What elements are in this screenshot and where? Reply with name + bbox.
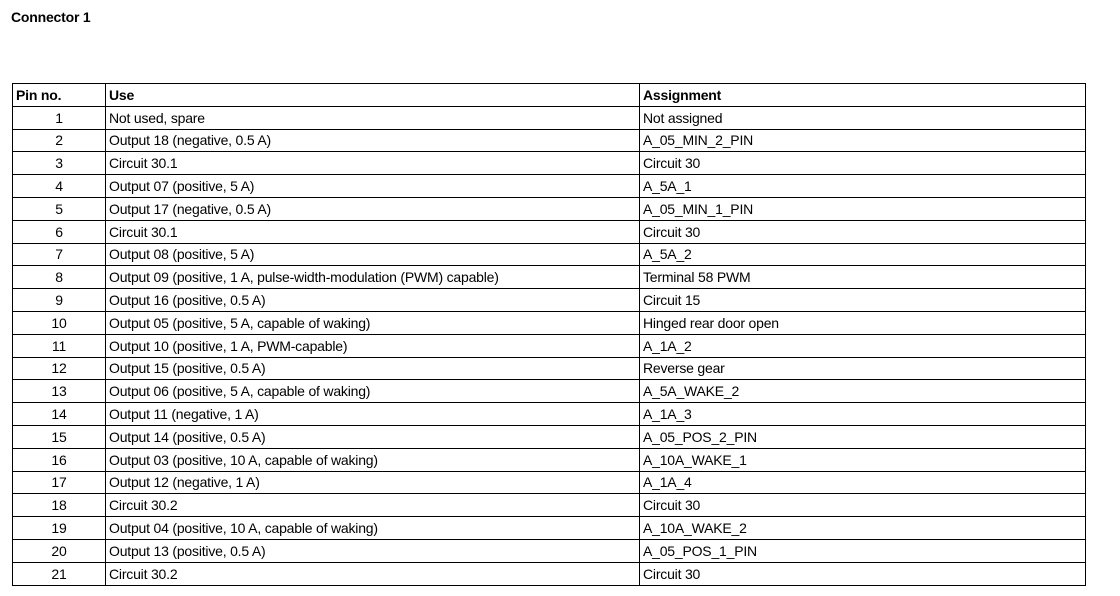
assignment-cell: A_05_MIN_1_PIN (640, 197, 1086, 220)
assignment-cell: Hinged rear door open (640, 311, 1086, 334)
table-row (13, 243, 1086, 266)
table-row (13, 220, 1086, 243)
table-row (13, 539, 1086, 562)
header-row (13, 84, 1086, 107)
use-cell: Circuit 30.1 (106, 152, 640, 175)
table-row (13, 197, 1086, 220)
table-row (13, 311, 1086, 334)
table-row (13, 425, 1086, 448)
use-cell: Output 07 (positive, 5 A) (106, 175, 640, 198)
table-row (13, 471, 1086, 494)
use-cell: Output 18 (negative, 0.5 A) (106, 129, 640, 152)
assignment-cell: A_5A_2 (640, 243, 1086, 266)
pin-assignment-table (12, 83, 1086, 586)
pin-number-cell: 10 (13, 311, 106, 334)
pin-number-cell: 21 (13, 562, 106, 585)
table-row (13, 380, 1086, 403)
pin-number-cell: 13 (13, 380, 106, 403)
pin-number-cell: 18 (13, 494, 106, 517)
pin-number-cell: 12 (13, 357, 106, 380)
use-cell: Circuit 30.2 (106, 494, 640, 517)
use-cell: Output 16 (positive, 0.5 A) (106, 289, 640, 312)
assignment-cell: Not assigned (640, 106, 1086, 129)
assignment-cell: Terminal 58 PWM (640, 266, 1086, 289)
use-cell: Output 14 (positive, 0.5 A) (106, 425, 640, 448)
use-cell: Output 15 (positive, 0.5 A) (106, 357, 640, 380)
assignment-cell: A_10A_WAKE_2 (640, 517, 1086, 540)
use-cell: Output 13 (positive, 0.5 A) (106, 539, 640, 562)
use-cell: Output 03 (positive, 10 A, capable of waking) (106, 448, 640, 471)
assignment-cell: A_05_MIN_2_PIN (640, 129, 1086, 152)
assignment-cell: A_05_POS_2_PIN (640, 425, 1086, 448)
assignment-cell: A_10A_WAKE_1 (640, 448, 1086, 471)
pin-number-cell: 11 (13, 334, 106, 357)
table-row (13, 106, 1086, 129)
use-cell: Output 12 (negative, 1 A) (106, 471, 640, 494)
use-cell: Circuit 30.1 (106, 220, 640, 243)
use-cell: Output 04 (positive, 10 A, capable of waking) (106, 517, 640, 540)
pin-number-cell: 16 (13, 448, 106, 471)
use-cell: Output 09 (positive, 1 A, pulse-width-modulation (PWM) capable) (106, 266, 640, 289)
pin-number-cell: 9 (13, 289, 106, 312)
assignment-cell: Reverse gear (640, 357, 1086, 380)
pin-number-cell: 4 (13, 175, 106, 198)
pin-number-cell: 2 (13, 129, 106, 152)
assignment-cell: Circuit 15 (640, 289, 1086, 312)
table-row (13, 334, 1086, 357)
page-title: Connector 1 (11, 9, 91, 25)
table-header (13, 84, 1086, 107)
assignment-cell: Circuit 30 (640, 562, 1086, 585)
assignment-cell: A_1A_3 (640, 403, 1086, 426)
use-cell: Circuit 30.2 (106, 562, 640, 585)
use-cell: Output 17 (negative, 0.5 A) (106, 197, 640, 220)
table-row (13, 129, 1086, 152)
pin-number-cell: 6 (13, 220, 106, 243)
table-row (13, 403, 1086, 426)
use-cell: Output 08 (positive, 5 A) (106, 243, 640, 266)
use-cell: Output 10 (positive, 1 A, PWM-capable) (106, 334, 640, 357)
use-cell: Output 06 (positive, 5 A, capable of waking) (106, 380, 640, 403)
use-cell: Output 11 (negative, 1 A) (106, 403, 640, 426)
assignment-cell: A_05_POS_1_PIN (640, 539, 1086, 562)
table-row (13, 448, 1086, 471)
table-row (13, 562, 1086, 585)
pin-number-cell: 8 (13, 266, 106, 289)
pin-number-cell: 1 (13, 106, 106, 129)
table-row (13, 494, 1086, 517)
column-header-use: Use (106, 84, 640, 107)
pin-number-cell: 19 (13, 517, 106, 540)
assignment-cell: A_1A_4 (640, 471, 1086, 494)
assignment-cell: A_5A_WAKE_2 (640, 380, 1086, 403)
pin-number-cell: 14 (13, 403, 106, 426)
table-row (13, 152, 1086, 175)
use-cell: Not used, spare (106, 106, 640, 129)
table-body (13, 106, 1086, 585)
pin-number-cell: 3 (13, 152, 106, 175)
assignment-cell: A_1A_2 (640, 334, 1086, 357)
pin-number-cell: 15 (13, 425, 106, 448)
table-row (13, 357, 1086, 380)
pin-number-cell: 20 (13, 539, 106, 562)
table-row (13, 517, 1086, 540)
pin-number-cell: 7 (13, 243, 106, 266)
assignment-cell: Circuit 30 (640, 152, 1086, 175)
column-header-pin: Pin no. (13, 84, 106, 107)
table-row (13, 266, 1086, 289)
table-row (13, 175, 1086, 198)
assignment-cell: Circuit 30 (640, 220, 1086, 243)
pin-number-cell: 5 (13, 197, 106, 220)
pin-number-cell: 17 (13, 471, 106, 494)
assignment-cell: Circuit 30 (640, 494, 1086, 517)
assignment-cell: A_5A_1 (640, 175, 1086, 198)
use-cell: Output 05 (positive, 5 A, capable of waking) (106, 311, 640, 334)
table-row (13, 289, 1086, 312)
column-header-assignment: Assignment (640, 84, 1086, 107)
